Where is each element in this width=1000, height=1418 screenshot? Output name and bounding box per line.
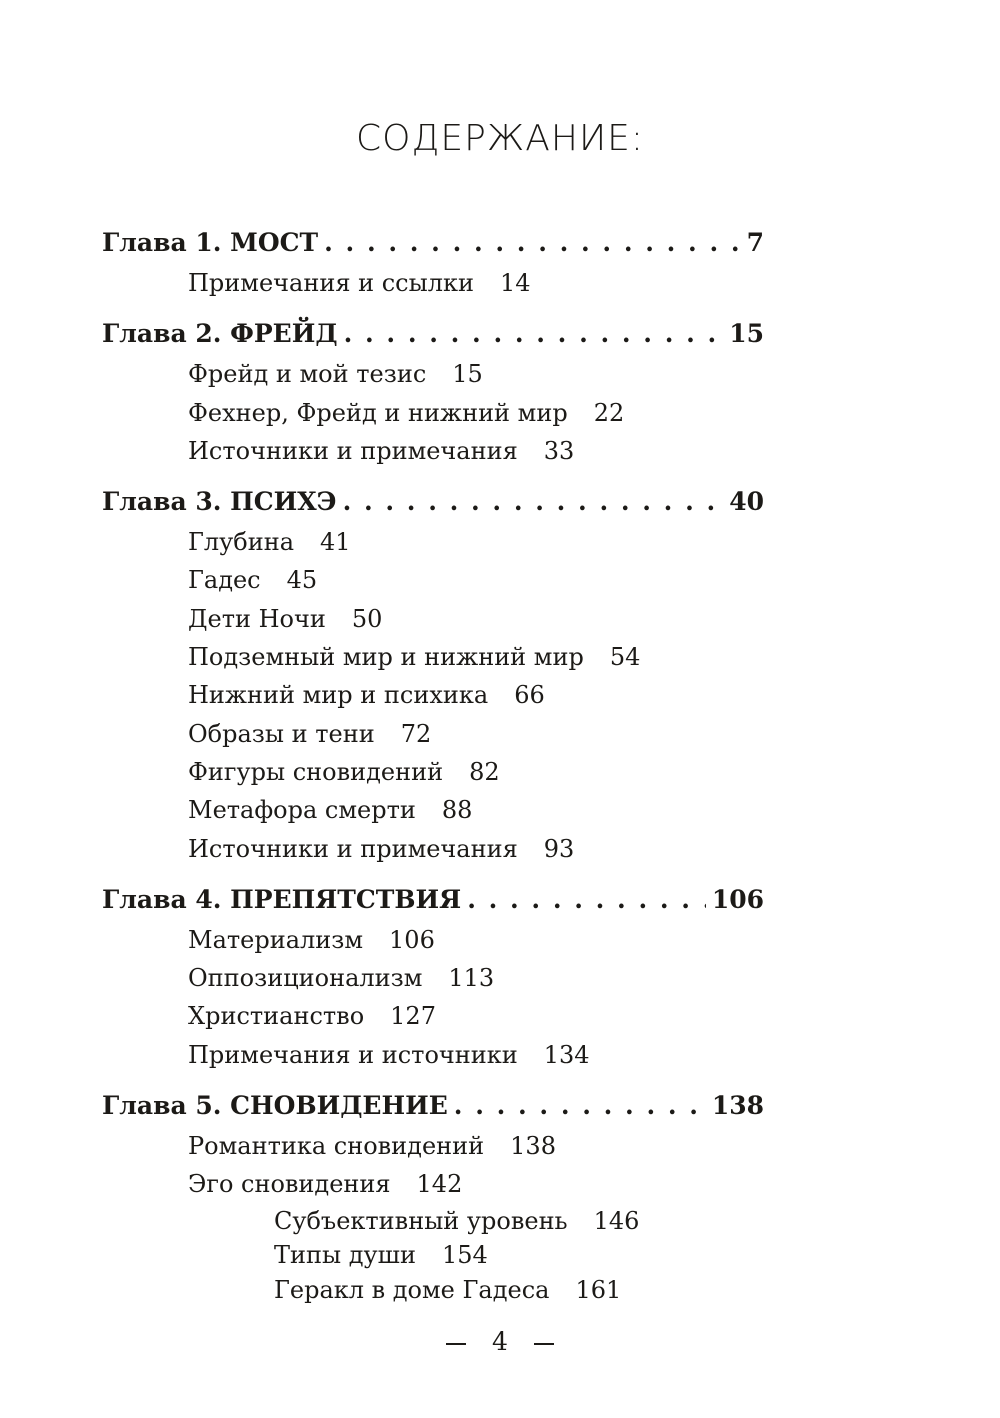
toc-entry[interactable] [102,791,764,829]
entry-title: Примечания и ссылки [188,269,474,297]
entry-page-number: 33 [543,436,575,465]
chapter-heading[interactable] [102,222,764,264]
chapter-title: Глава 4. ПРЕПЯТСТВИЯ [102,884,462,914]
toc-entry[interactable] [102,715,764,753]
entry-title: Образы и тени [188,719,375,748]
chapter-1 [102,222,764,302]
chapter-page-number: 138 [711,1091,764,1121]
subentry-page-number: 154 [441,1241,488,1270]
chapter-5 [102,1085,764,1307]
entry-title: Гадес [188,566,261,595]
entry-page-number: 138 [510,1132,556,1161]
chapter-heading[interactable] [102,313,764,355]
dot-leader [467,879,706,921]
toc-subentry[interactable] [102,1273,764,1308]
entry-page-number: 14 [499,269,531,297]
toc-entry[interactable] [102,264,764,302]
entry-page-number: 41 [320,528,351,557]
toc-entry[interactable] [102,1127,764,1165]
chapter-title: Глава 3. ПСИХЭ [102,487,337,517]
chapter-title: Глава 5. СНОВИДЕНИЕ [102,1091,448,1121]
toc-entry[interactable] [102,355,764,393]
toc-entry[interactable] [102,394,764,432]
entry-title: Эго сновидения [188,1170,391,1199]
entry-page-number: 15 [452,360,483,389]
entry-page-number: 22 [593,398,625,427]
subentry-page-number: 146 [593,1206,640,1235]
toc-entry[interactable] [102,1036,764,1074]
entry-title: Материализм [188,925,364,954]
entry-page-number: 54 [609,643,641,672]
entry-title: Подземный мир и нижний мир [188,643,584,672]
entry-page-number: 127 [390,1002,436,1031]
page-title: СОДЕРЖАНИЕ: [355,118,645,159]
chapter-page-number: 15 [729,319,764,349]
dot-leader [343,481,724,523]
toc-entry[interactable] [102,561,764,599]
entry-title: Фигуры сновидений [188,757,444,786]
entry-page-number: 142 [416,1170,463,1199]
chapter-heading[interactable] [102,879,764,921]
entry-page-number: 72 [400,719,432,748]
chapter-page-number: 40 [729,487,764,517]
chapter-page-number: 7 [746,228,764,257]
subentry-title: Геракл в доме Гадеса [274,1275,550,1304]
toc-entry[interactable] [102,1165,764,1203]
entry-page-number: 88 [441,796,473,825]
entry-page-number: 82 [469,757,500,786]
dash-right [534,1343,554,1345]
entry-title: Источники и примечания [188,834,518,863]
entry-page-number: 106 [389,925,435,954]
entry-page-number: 66 [514,681,545,710]
entry-title: Нижний мир и психика [188,681,489,710]
dash-left [446,1343,466,1345]
toc-entry[interactable] [102,638,764,676]
entry-title: Оппозиционализм [188,964,423,993]
entry-title: Романтика сновидений [188,1132,485,1161]
entry-title: Метафора смерти [188,796,416,825]
entry-page-number: 93 [543,834,575,863]
toc-subentry[interactable] [102,1238,764,1273]
chapter-heading[interactable] [102,481,764,523]
chapter-title: Глава 1. МОСТ [102,228,319,257]
chapter-3 [102,481,764,868]
entry-title: Христианство [188,1002,365,1031]
chapter-2 [102,313,764,470]
toc-entry[interactable] [102,959,764,997]
toc-entry[interactable] [102,676,764,714]
dot-leader [454,1085,706,1127]
entry-title: Примечания и источники [188,1040,518,1069]
subentry-title: Типы души [274,1241,416,1270]
entry-title: Источники и примечания [188,436,518,465]
toc-entry[interactable] [102,600,764,638]
toc-entry[interactable] [102,921,764,959]
entry-title: Глубина [188,528,295,557]
toc-entry[interactable] [102,997,764,1035]
folio-number: 4 [492,1327,508,1356]
toc-entry[interactable] [102,523,764,561]
chapter-heading[interactable] [102,1085,764,1127]
entry-title: Фехнер, Фрейд и нижний мир [188,398,568,427]
toc-entry[interactable] [102,830,764,868]
entry-title: Фрейд и мой тезис [188,360,427,389]
entry-page-number: 50 [351,604,383,633]
table-of-contents [102,222,764,1318]
dot-leader [344,313,724,355]
entry-page-number: 45 [286,566,318,595]
page-number-footer [0,1322,1000,1362]
subentry-page-number: 161 [575,1275,622,1304]
toc-subentry[interactable] [102,1204,764,1239]
entry-page-number: 134 [543,1040,590,1069]
toc-entry[interactable] [102,753,764,791]
subentry-title: Субъективный уровень [274,1206,568,1235]
chapter-title: Глава 2. ФРЕЙД [102,319,338,349]
entry-page-number: 113 [448,964,495,993]
chapter-page-number: 106 [711,884,764,914]
entry-title: Дети Ночи [188,604,326,633]
dot-leader [324,222,740,264]
toc-entry[interactable] [102,432,764,470]
chapter-4 [102,879,764,1074]
